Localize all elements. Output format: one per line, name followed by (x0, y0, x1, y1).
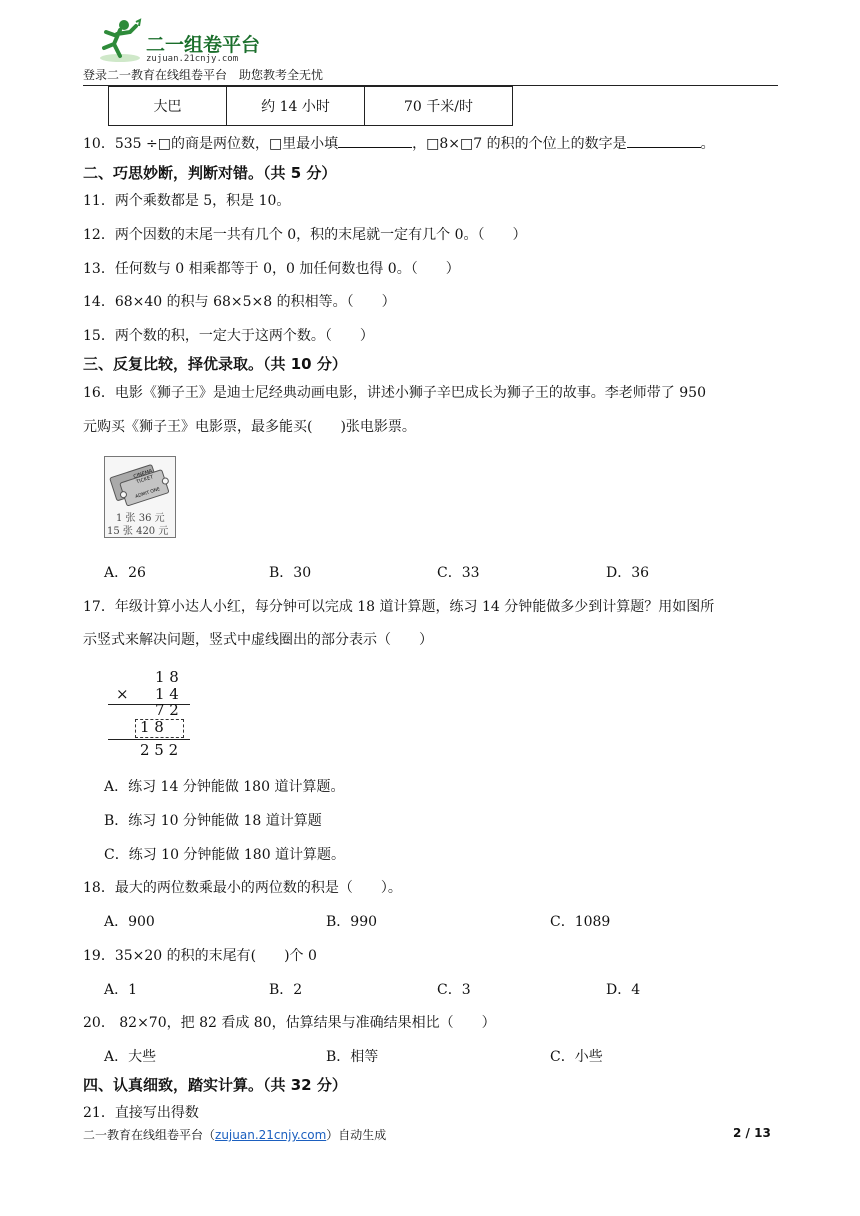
q19-option-b[interactable]: B．2 (269, 982, 303, 998)
calc-times-sign: × (116, 685, 129, 703)
footer-text-pre: 二一教育在线组卷平台（ (83, 1128, 216, 1142)
q18-option-b[interactable]: B．990 (326, 914, 378, 930)
question-15: 15．两个数的积，一定大于这两个数。（ ） (83, 328, 374, 344)
header-slogan: 登录二一教育在线组卷平台 助您教考全无忧 (83, 68, 324, 82)
section-3-title: 三、反复比较，择优录取。（共 10 分） (83, 355, 347, 373)
ticket-price-1: 1 张 36 元 (116, 513, 165, 524)
ticket-price-2: 15 张 420 元 (107, 526, 169, 537)
q19-option-d[interactable]: D．4 (606, 982, 641, 998)
footer-note (83, 1126, 386, 1143)
header-logo (90, 18, 280, 68)
vertical-multiplication (108, 668, 198, 760)
calc-multiplier: 1 4 (155, 685, 179, 703)
q17-option-a[interactable]: A．练习 14 分钟能做 180 道计算题。 (104, 779, 345, 795)
q10-blank-1[interactable] (338, 133, 412, 148)
question-17-line-1: 17．年级计算小达人小红，每分钟可以完成 18 道计算题，练习 14 分钟能做多少到计算题？用如图所 (83, 599, 715, 615)
question-18: 18．最大的两位数乘最小的两位数的积是（ ）。 (83, 880, 402, 896)
calc-line-2 (108, 739, 190, 740)
q10-text-2: ，□8×□7 的积的个位上的数字是 (412, 136, 627, 152)
q20-option-b[interactable]: B．相等 (326, 1049, 379, 1065)
running-figure-icon (90, 18, 142, 64)
question-16-line-2: 元购买《狮子王》电影票，最多能买( )张电影票。 (83, 419, 416, 435)
logo-url: zujuan.21cnjy.com (146, 54, 239, 64)
q16-option-d[interactable]: D．36 (606, 565, 650, 581)
footer-text-post: ）自动生成 (326, 1128, 387, 1142)
q19-option-c[interactable]: C．3 (437, 982, 471, 998)
vehicle-table (108, 86, 513, 126)
calc-top: 1 8 (155, 668, 179, 686)
q16-option-c[interactable]: C．33 (437, 565, 480, 581)
question-17-line-2: 示竖式来解决问题，竖式中虚线圈出的部分表示（ ） (83, 632, 433, 648)
q17-option-c[interactable]: C．练习 10 分钟能做 180 道计算题。 (104, 847, 346, 863)
question-11: 11．两个乘数都是 5，积是 10。 (83, 193, 291, 209)
q20-option-a[interactable]: A．大些 (104, 1049, 157, 1065)
ticket-title: CINEMA TICKET (132, 468, 155, 486)
question-21: 21．直接写出得数 (83, 1105, 199, 1121)
q16-option-b[interactable]: B．30 (269, 565, 312, 581)
q10-text-3: 。 (700, 136, 715, 152)
footer-link[interactable]: zujuan.21cnjy.com (215, 1128, 327, 1142)
q18-option-a[interactable]: A．900 (104, 914, 155, 930)
question-13: 13．任何数与 0 相乘都等于 0，0 加任何数也得 0。（ ） (83, 261, 460, 277)
ticket-admit: ADMIT ONE (134, 487, 161, 500)
page-number: 2 / 13 (733, 1126, 771, 1140)
table-cell-vehicle: 大巴 (109, 87, 227, 126)
q19-option-a[interactable]: A．1 (104, 982, 138, 998)
question-16-line-1: 16．电影《狮子王》是迪士尼经典动画电影，讲述小狮子辛巴成长为狮子王的故事。李老师带了 950 (83, 385, 706, 401)
table-cell-time: 约 14 小时 (227, 87, 365, 126)
calc-partial-2: 1 8 (140, 718, 164, 736)
section-4-title: 四、认真细致，踏实计算。（共 32 分） (83, 1076, 347, 1094)
table-row (109, 87, 513, 126)
q17-option-b[interactable]: B．练习 10 分钟能做 18 道计算题 (104, 813, 322, 829)
q10-text-1: 10．535 ÷□的商是两位数，□里最小填 (83, 136, 339, 152)
question-19: 19．35×20 的积的末尾有( )个 0 (83, 948, 317, 964)
q10-blank-2[interactable] (627, 133, 701, 148)
calc-partial-1: 7 2 (155, 701, 179, 719)
ticket-image (104, 456, 176, 538)
table-cell-speed: 70 千米/时 (365, 87, 513, 126)
q18-option-c[interactable]: C．1089 (550, 914, 611, 930)
question-12: 12．两个因数的末尾一共有几个 0，积的末尾就一定有几个 0。（ ） (83, 227, 527, 243)
section-2-title: 二、巧思妙断，判断对错。（共 5 分） (83, 164, 337, 182)
question-20: 20． 82×70，把 82 看成 80，估算结果与准确结果相比（ ） (83, 1015, 496, 1031)
logo-name: 二一组卷平台 (146, 34, 261, 56)
question-10 (83, 133, 715, 153)
question-14: 14．68×40 的积与 68×5×8 的积相等。（ ） (83, 294, 396, 310)
q16-option-a[interactable]: A．26 (104, 565, 146, 581)
q20-option-c[interactable]: C．小些 (550, 1049, 603, 1065)
calc-result: 2 5 2 (140, 741, 179, 759)
